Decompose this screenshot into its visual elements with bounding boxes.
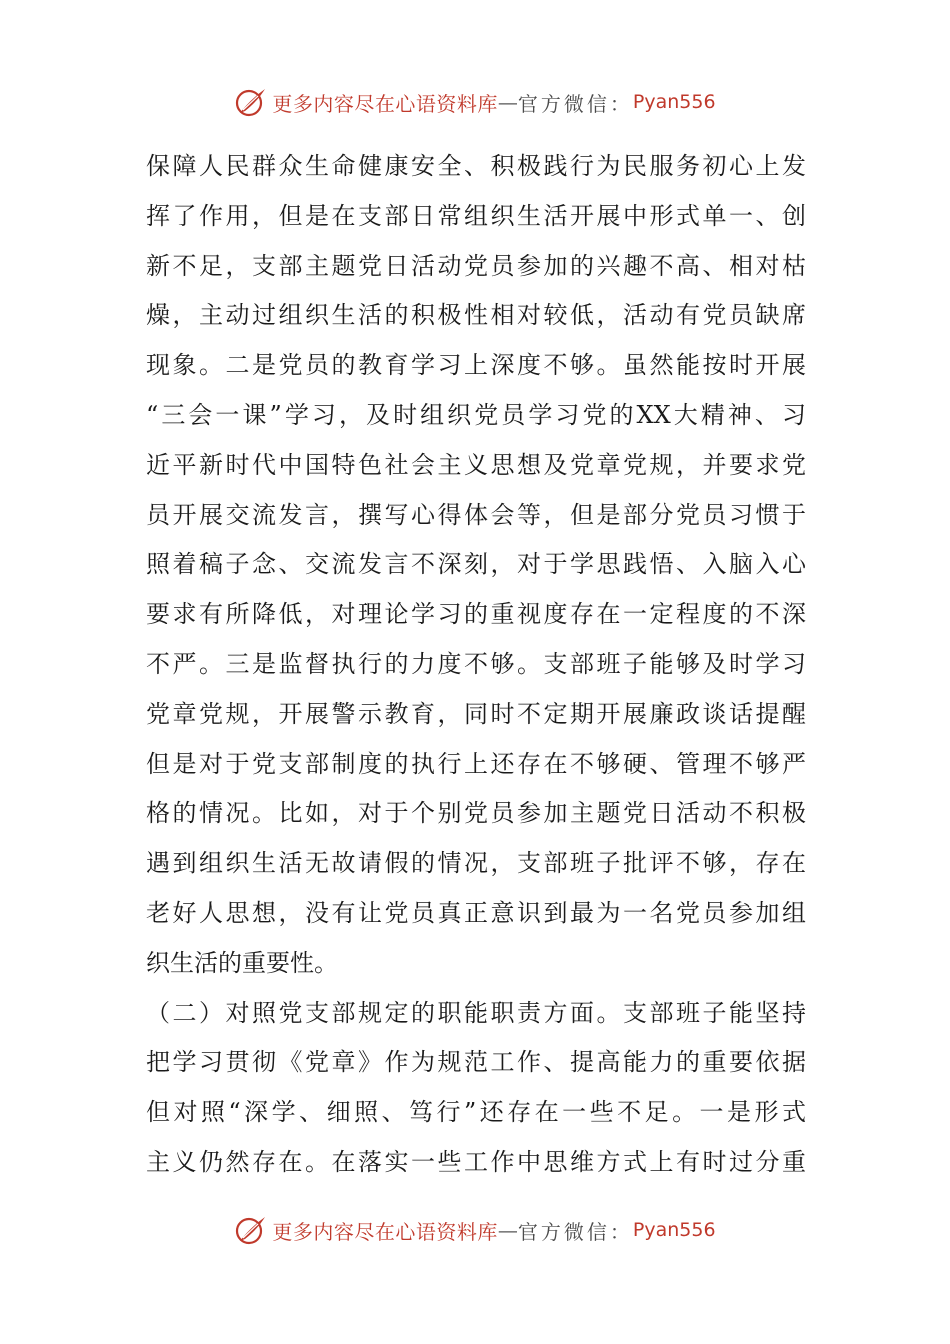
text-line: 新不足，支部主题党日活动党员参加的兴趣不高、相对枯: [146, 251, 806, 280]
banner-wechat-id: Pyan556: [632, 91, 716, 113]
banner-wechat-label: 官方微信：: [517, 1219, 633, 1244]
text-line: 党章党规，开展警示教育，同时不定期开展廉政谈话提醒: [146, 699, 806, 728]
text-line: 不严。三是监督执行的力度不够。支部班子能够及时学习: [146, 649, 806, 678]
banner-wechat-label: 官方微信：: [517, 91, 633, 116]
text-line: 近平新时代中国特色社会主义思想及党章党规，并要求党: [146, 450, 806, 479]
text-line: 主义仍然存在。在落实一些工作中思维方式上有时过分重: [146, 1147, 806, 1176]
text-line: 格的情况。比如，对于个别党员参加主题党日活动不积极: [146, 799, 806, 828]
banner-site-text: 更多内容尽在心语资料库: [272, 91, 498, 116]
banner-wechat-id: Pyan556: [632, 1219, 716, 1241]
header-watermark: [0, 80, 950, 124]
footer-watermark: [0, 1208, 950, 1252]
text-line: 老好人思想，没有让党员真正意识到最为一名党员参加组: [146, 898, 806, 927]
document-body: [146, 142, 806, 1188]
banner-dash: —: [497, 90, 518, 114]
text-line: 但对照“深学、细照、笃行”还存在一些不足。一是形式: [146, 1098, 806, 1127]
banner-dash: —: [497, 1218, 518, 1242]
quill-logo-icon: [234, 85, 268, 119]
text-line: 保障人民群众生命健康安全、积极践行为民服务初心上发: [146, 152, 806, 180]
text-line: “三会一课”学习，及时组织党员学习党的XX大精神、习: [146, 400, 806, 429]
text-line: 照着稿子念、交流发言不深刻，对于学思践悟、入脑入心: [146, 550, 806, 579]
text-line: 要求有所降低，对理论学习的重视度存在一定程度的不深: [146, 600, 806, 629]
text-line: 织生活的重要性。: [146, 948, 338, 977]
text-line: （二）对照党支部规定的职能职责方面。支部班子能坚持: [146, 998, 806, 1027]
text-line: 燥，主动过组织生活的积极性相对较低，活动有党员缺席: [146, 301, 806, 330]
text-line: 现象。二是党员的教育学习上深度不够。虽然能按时开展: [146, 351, 806, 380]
text-line: 把学习贯彻《党章》作为规范工作、提高能力的重要依据: [146, 1048, 806, 1077]
banner-site-text: 更多内容尽在心语资料库: [272, 1219, 498, 1244]
text-line: 遇到组织生活无故请假的情况，支部班子批评不够，存在: [146, 849, 806, 878]
quill-logo-icon: [234, 1213, 268, 1247]
text-line: 但是对于党支部制度的执行上还存在不够硬、管理不够严: [146, 749, 806, 778]
text-line: 挥了作用，但是在支部日常组织生活开展中形式单一、创: [146, 201, 806, 230]
text-line: 员开展交流发言，撰写心得体会等，但是部分党员习惯于: [146, 500, 806, 529]
